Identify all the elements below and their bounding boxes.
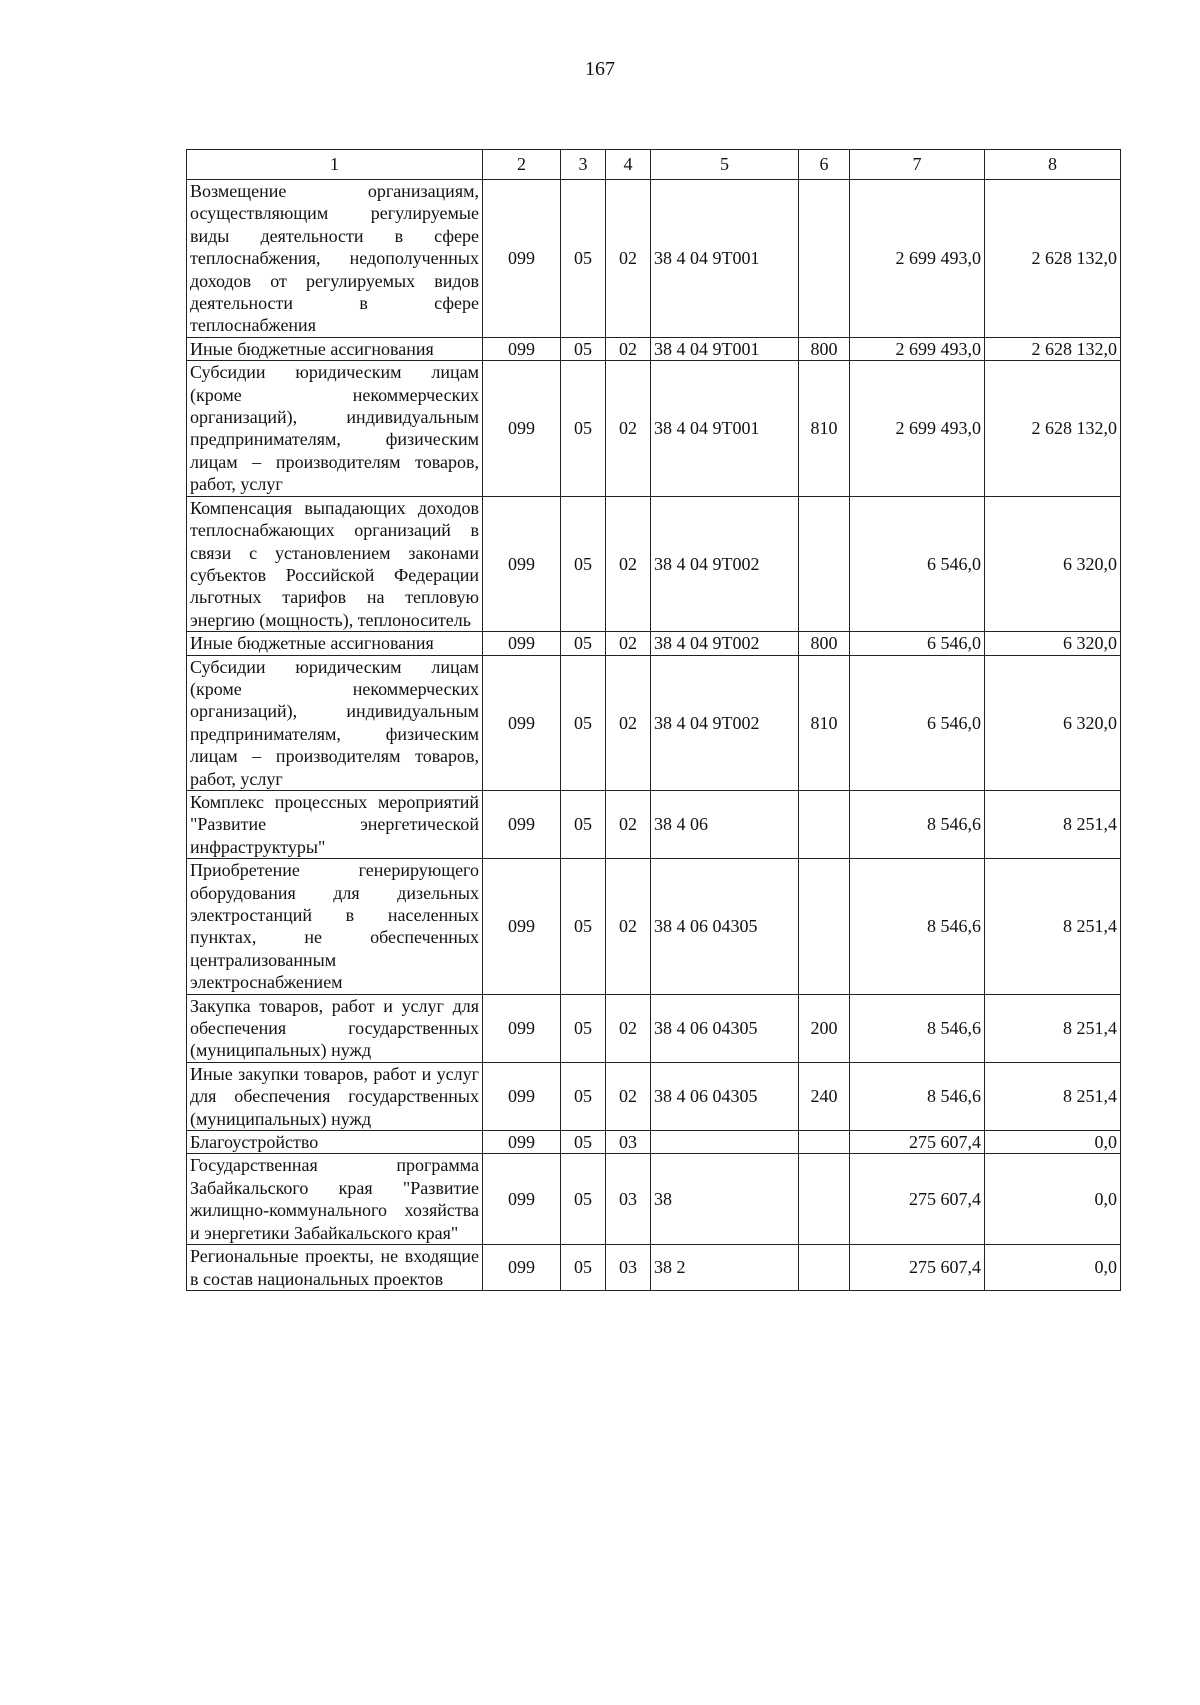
table-row [187, 180, 1121, 338]
col5-code-cell: 38 4 04 9Т001 [651, 361, 799, 496]
col2-cell: 099 [483, 790, 561, 858]
col7-amount-cell: 275 607,4 [850, 1154, 985, 1245]
col8-amount-cell: 2 628 132,0 [985, 337, 1121, 360]
col4-cell: 02 [606, 655, 651, 790]
col8-amount-cell: 2 628 132,0 [985, 180, 1121, 338]
col5-code-cell: 38 4 04 9Т001 [651, 337, 799, 360]
col6-cell: 240 [799, 1062, 850, 1130]
col2-cell: 099 [483, 632, 561, 655]
col3-cell: 05 [561, 361, 606, 496]
col4-cell: 02 [606, 632, 651, 655]
col7-amount-cell: 2 699 493,0 [850, 180, 985, 338]
col6-cell: 810 [799, 361, 850, 496]
table-row [187, 859, 1121, 994]
col5-code-cell: 38 4 04 9Т002 [651, 655, 799, 790]
table-row [187, 1131, 1121, 1154]
col3-cell: 05 [561, 337, 606, 360]
col5-code-cell: 38 4 04 9Т002 [651, 496, 799, 631]
col3-cell: 05 [561, 496, 606, 631]
col5-code-cell: 38 4 06 04305 [651, 859, 799, 994]
col3-cell: 05 [561, 859, 606, 994]
table-row [187, 994, 1121, 1062]
col2-cell: 099 [483, 1154, 561, 1245]
row-name-cell: Иные бюджетные ассигнования [187, 337, 483, 360]
table-row [187, 361, 1121, 496]
row-name-cell: Комплекс процессных мероприятий "Развитие энергетической инфраструктуры" [187, 790, 483, 858]
column-header: 3 [561, 150, 606, 180]
col8-amount-cell: 2 628 132,0 [985, 361, 1121, 496]
col6-cell: 810 [799, 655, 850, 790]
col6-cell [799, 496, 850, 631]
col8-amount-cell: 8 251,4 [985, 1062, 1121, 1130]
col3-cell: 05 [561, 1131, 606, 1154]
col2-cell: 099 [483, 859, 561, 994]
column-header: 4 [606, 150, 651, 180]
column-header: 6 [799, 150, 850, 180]
budget-table [186, 149, 1121, 1291]
col5-code-cell: 38 4 06 04305 [651, 994, 799, 1062]
row-name-cell: Государственная программа Забайкальского края "Развитие жилищно-коммунального хозяйства и энергетики Забайкальского края" [187, 1154, 483, 1245]
col6-cell [799, 859, 850, 994]
table-row [187, 1062, 1121, 1130]
col2-cell: 099 [483, 361, 561, 496]
col4-cell: 03 [606, 1154, 651, 1245]
col6-cell: 200 [799, 994, 850, 1062]
col3-cell: 05 [561, 1062, 606, 1130]
col6-cell [799, 790, 850, 858]
table-row [187, 655, 1121, 790]
col2-cell: 099 [483, 337, 561, 360]
col4-cell: 03 [606, 1131, 651, 1154]
col6-cell [799, 1154, 850, 1245]
table-row [187, 337, 1121, 360]
col6-cell: 800 [799, 337, 850, 360]
col2-cell: 099 [483, 1245, 561, 1291]
row-name-cell: Компенсация выпадающих доходов теплоснабжающих организаций в связи с установлением законами субъектов Российской Федерации льготных тарифов на тепловую энергию (мощность), теплоноситель [187, 496, 483, 631]
col3-cell: 05 [561, 1154, 606, 1245]
col2-cell: 099 [483, 180, 561, 338]
row-name-cell: Региональные проекты, не входящие в состав национальных проектов [187, 1245, 483, 1291]
col7-amount-cell: 2 699 493,0 [850, 337, 985, 360]
table-row [187, 632, 1121, 655]
column-header: 2 [483, 150, 561, 180]
col7-amount-cell: 6 546,0 [850, 655, 985, 790]
col6-cell [799, 180, 850, 338]
col7-amount-cell: 8 546,6 [850, 994, 985, 1062]
row-name-cell: Закупка товаров, работ и услуг для обеспечения государственных (муниципальных) нужд [187, 994, 483, 1062]
col7-amount-cell: 275 607,4 [850, 1131, 985, 1154]
col8-amount-cell: 8 251,4 [985, 790, 1121, 858]
col4-cell: 02 [606, 361, 651, 496]
col4-cell: 02 [606, 790, 651, 858]
table-row [187, 496, 1121, 631]
col6-cell [799, 1131, 850, 1154]
col7-amount-cell: 8 546,6 [850, 859, 985, 994]
col5-code-cell: 38 4 06 [651, 790, 799, 858]
col8-amount-cell: 0,0 [985, 1245, 1121, 1291]
col8-amount-cell: 8 251,4 [985, 994, 1121, 1062]
column-header: 7 [850, 150, 985, 180]
col4-cell: 02 [606, 994, 651, 1062]
col3-cell: 05 [561, 994, 606, 1062]
col5-code-cell: 38 4 04 9Т001 [651, 180, 799, 338]
col8-amount-cell: 6 320,0 [985, 632, 1121, 655]
col4-cell: 02 [606, 859, 651, 994]
col4-cell: 02 [606, 1062, 651, 1130]
col4-cell: 02 [606, 496, 651, 631]
col3-cell: 05 [561, 655, 606, 790]
row-name-cell: Иные бюджетные ассигнования [187, 632, 483, 655]
col7-amount-cell: 6 546,0 [850, 632, 985, 655]
header-row [187, 150, 1121, 180]
col7-amount-cell: 275 607,4 [850, 1245, 985, 1291]
col2-cell: 099 [483, 1062, 561, 1130]
row-name-cell: Субсидии юридическим лицам (кроме некоммерческих организаций), индивидуальным предпринимателям, физическим лицам – производителям товаров, работ, услуг [187, 361, 483, 496]
col6-cell: 800 [799, 632, 850, 655]
col2-cell: 099 [483, 1131, 561, 1154]
col7-amount-cell: 6 546,0 [850, 496, 985, 631]
col3-cell: 05 [561, 632, 606, 655]
col7-amount-cell: 2 699 493,0 [850, 361, 985, 496]
col6-cell [799, 1245, 850, 1291]
col3-cell: 05 [561, 1245, 606, 1291]
col5-code-cell: 38 4 04 9Т002 [651, 632, 799, 655]
col8-amount-cell: 6 320,0 [985, 655, 1121, 790]
col2-cell: 099 [483, 496, 561, 631]
col8-amount-cell: 0,0 [985, 1131, 1121, 1154]
row-name-cell: Субсидии юридическим лицам (кроме некоммерческих организаций), индивидуальным предпринимателям, физическим лицам – производителям товаров, работ, услуг [187, 655, 483, 790]
row-name-cell: Возмещение организациям, осуществляющим регулируемые виды деятельности в сфере теплоснабжения, недополученных доходов от регулируемых видов деятельности в сфере теплоснабжения [187, 180, 483, 338]
column-header: 5 [651, 150, 799, 180]
column-header: 8 [985, 150, 1121, 180]
col5-code-cell: 38 2 [651, 1245, 799, 1291]
col3-cell: 05 [561, 180, 606, 338]
col7-amount-cell: 8 546,6 [850, 1062, 985, 1130]
col8-amount-cell: 8 251,4 [985, 859, 1121, 994]
col5-code-cell: 38 [651, 1154, 799, 1245]
column-header: 1 [187, 150, 483, 180]
col4-cell: 02 [606, 337, 651, 360]
col3-cell: 05 [561, 790, 606, 858]
col5-code-cell: 38 4 06 04305 [651, 1062, 799, 1130]
col2-cell: 099 [483, 994, 561, 1062]
col4-cell: 03 [606, 1245, 651, 1291]
page-number: 167 [585, 58, 615, 80]
col5-code-cell [651, 1131, 799, 1154]
table-row [187, 1245, 1121, 1291]
col7-amount-cell: 8 546,6 [850, 790, 985, 858]
row-name-cell: Иные закупки товаров, работ и услуг для обеспечения государственных (муниципальных) нужд [187, 1062, 483, 1130]
row-name-cell: Благоустройство [187, 1131, 483, 1154]
col4-cell: 02 [606, 180, 651, 338]
col2-cell: 099 [483, 655, 561, 790]
col8-amount-cell: 6 320,0 [985, 496, 1121, 631]
table-row [187, 790, 1121, 858]
col8-amount-cell: 0,0 [985, 1154, 1121, 1245]
table-row [187, 1154, 1121, 1245]
row-name-cell: Приобретение генерирующего оборудования для дизельных электростанций в населенных пунктах, не обеспеченных централизованным электроснабжением [187, 859, 483, 994]
